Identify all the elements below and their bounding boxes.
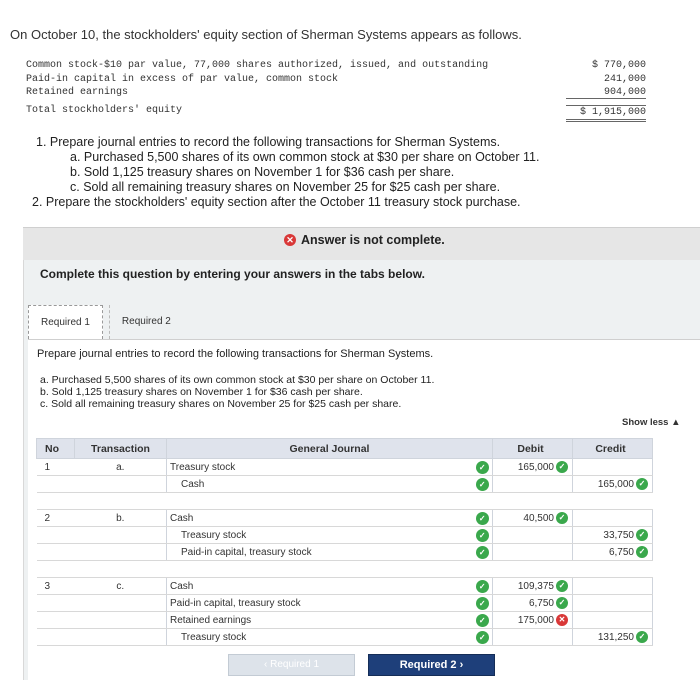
- sub-prompt-c: c. Sold all remaining treasury shares on November 25 for $25 cash per share.: [40, 398, 402, 410]
- task-list: [32, 135, 540, 210]
- account-select[interactable]: Paid-in capital, treasury stock: [167, 544, 473, 561]
- check-icon: ✓: [556, 580, 568, 592]
- header-transaction: Transaction: [75, 439, 167, 459]
- check-icon: ✓: [476, 614, 489, 627]
- equity-label: Retained earnings: [26, 87, 129, 98]
- equity-amount: 904,000: [566, 87, 646, 99]
- credit-input[interactable]: 165,000 ✓: [573, 476, 653, 493]
- account-select[interactable]: Retained earnings: [167, 612, 473, 629]
- sub-prompts: [40, 374, 434, 410]
- task-1: 1. Prepare journal entries to record the following transactions for Sherman Systems.: [36, 135, 501, 149]
- account-select[interactable]: Cash: [167, 578, 473, 595]
- debit-input[interactable]: [493, 629, 573, 646]
- header-general-journal: General Journal: [167, 439, 493, 459]
- error-icon: ✕: [284, 234, 296, 246]
- sub-prompt-a: a. Purchased 5,500 shares of its own common stock at $30 per share on October 11.: [40, 374, 435, 386]
- equity-label: Total stockholders' equity: [26, 104, 183, 116]
- check-icon: ✓: [636, 529, 648, 541]
- check-icon: ✓: [636, 546, 648, 558]
- debit-input[interactable]: 165,000 ✓: [493, 459, 573, 476]
- equity-amount: $ 1,915,000: [566, 105, 646, 122]
- table-header-row: [37, 439, 653, 459]
- check-icon: ✓: [476, 512, 489, 525]
- debit-input[interactable]: 109,375 ✓: [493, 578, 573, 595]
- tab-bar: [28, 305, 183, 339]
- credit-input[interactable]: 6,750 ✓: [573, 544, 653, 561]
- debit-input[interactable]: 175,000 ✕: [493, 612, 573, 629]
- debit-input[interactable]: 6,750 ✓: [493, 595, 573, 612]
- sub-prompt-b: b. Sold 1,125 treasury shares on November 1 for $36 cash per share.: [40, 386, 363, 398]
- table-row: [37, 595, 653, 612]
- credit-input[interactable]: 33,750 ✓: [573, 527, 653, 544]
- debit-input[interactable]: [493, 527, 573, 544]
- account-select[interactable]: Cash: [167, 510, 473, 527]
- equity-section: [26, 60, 656, 118]
- table-row: [37, 510, 653, 527]
- credit-input[interactable]: [573, 578, 653, 595]
- table-row: [37, 544, 653, 561]
- equity-row-common-stock: [26, 60, 656, 74]
- equity-label: Paid-in capital in excess of par value, common stock: [26, 73, 339, 85]
- account-select[interactable]: Treasury stock: [167, 629, 473, 646]
- prev-tab-button[interactable]: ‹ Required 1: [228, 654, 355, 676]
- instructions: Complete this question by entering your answers in the tabs below.: [40, 267, 425, 281]
- check-icon: ✓: [476, 631, 489, 644]
- header-debit: Debit: [493, 439, 573, 459]
- credit-input[interactable]: [573, 595, 653, 612]
- check-icon: ✓: [476, 546, 489, 559]
- equity-row-paid-in-capital: [26, 74, 656, 88]
- equity-label: Common stock-$10 par value, 77,000 shares authorized, issued, and outstanding: [26, 60, 489, 71]
- header-no: No: [37, 439, 75, 459]
- entry-transaction: b.: [75, 510, 167, 527]
- answer-status: [284, 233, 445, 247]
- account-select[interactable]: Treasury stock: [167, 459, 473, 476]
- tab-required-1[interactable]: Required 1: [28, 305, 103, 339]
- debit-input[interactable]: [493, 544, 573, 561]
- equity-amount: $ 770,000: [591, 60, 646, 71]
- table-row: [37, 476, 653, 493]
- task-1a: a. Purchased 5,500 shares of its own common stock at $30 per share on October 11.: [70, 150, 540, 164]
- equity-row-total: [26, 105, 656, 119]
- general-journal-table: [36, 438, 653, 646]
- table-row: [37, 527, 653, 544]
- check-icon: ✓: [476, 478, 489, 491]
- account-select[interactable]: Cash: [167, 476, 473, 493]
- entry-no: 3: [37, 578, 75, 595]
- error-icon: ✕: [556, 614, 568, 626]
- answer-status-text: Answer is not complete.: [301, 233, 445, 247]
- tab-required-2[interactable]: Required 2: [109, 305, 183, 339]
- check-icon: ✓: [476, 597, 489, 610]
- credit-input[interactable]: [573, 510, 653, 527]
- task-2: 2. Prepare the stockholders' equity section after the October 11 treasury stock purchase.: [32, 195, 521, 209]
- show-less-link[interactable]: Show less ▲: [622, 417, 681, 428]
- header-credit: Credit: [573, 439, 653, 459]
- credit-input[interactable]: [573, 612, 653, 629]
- debit-input[interactable]: [493, 476, 573, 493]
- entry-transaction: a.: [75, 459, 167, 476]
- next-tab-button[interactable]: Required 2 ›: [368, 654, 495, 676]
- table-row: [37, 629, 653, 646]
- debit-input[interactable]: 40,500 ✓: [493, 510, 573, 527]
- check-icon: ✓: [476, 580, 489, 593]
- credit-input[interactable]: 131,250 ✓: [573, 629, 653, 646]
- entry-transaction: c.: [75, 578, 167, 595]
- check-icon: ✓: [476, 529, 489, 542]
- check-icon: ✓: [476, 461, 489, 474]
- account-select[interactable]: Treasury stock: [167, 527, 473, 544]
- check-icon: ✓: [636, 478, 648, 490]
- equity-row-retained-earnings: [26, 87, 656, 101]
- table-row: [37, 578, 653, 595]
- entry-no: 2: [37, 510, 75, 527]
- table-row: [37, 459, 653, 476]
- credit-input[interactable]: [573, 459, 653, 476]
- content-prompt: Prepare journal entries to record the following transactions for Sherman Systems.: [37, 348, 434, 360]
- intro-text: On October 10, the stockholders' equity section of Sherman Systems appears as follows.: [10, 27, 522, 42]
- equity-amount: 241,000: [603, 73, 646, 85]
- check-icon: ✓: [556, 461, 568, 473]
- entry-no: 1: [37, 459, 75, 476]
- check-icon: ✓: [556, 597, 568, 609]
- check-icon: ✓: [556, 512, 568, 524]
- check-icon: ✓: [636, 631, 648, 643]
- task-1b: b. Sold 1,125 treasury shares on November 1 for $36 cash per share.: [70, 165, 455, 179]
- task-1c: c. Sold all remaining treasury shares on November 25 for $25 cash per share.: [70, 180, 501, 194]
- table-row: [37, 612, 653, 629]
- account-select[interactable]: Paid-in capital, treasury stock: [167, 595, 473, 612]
